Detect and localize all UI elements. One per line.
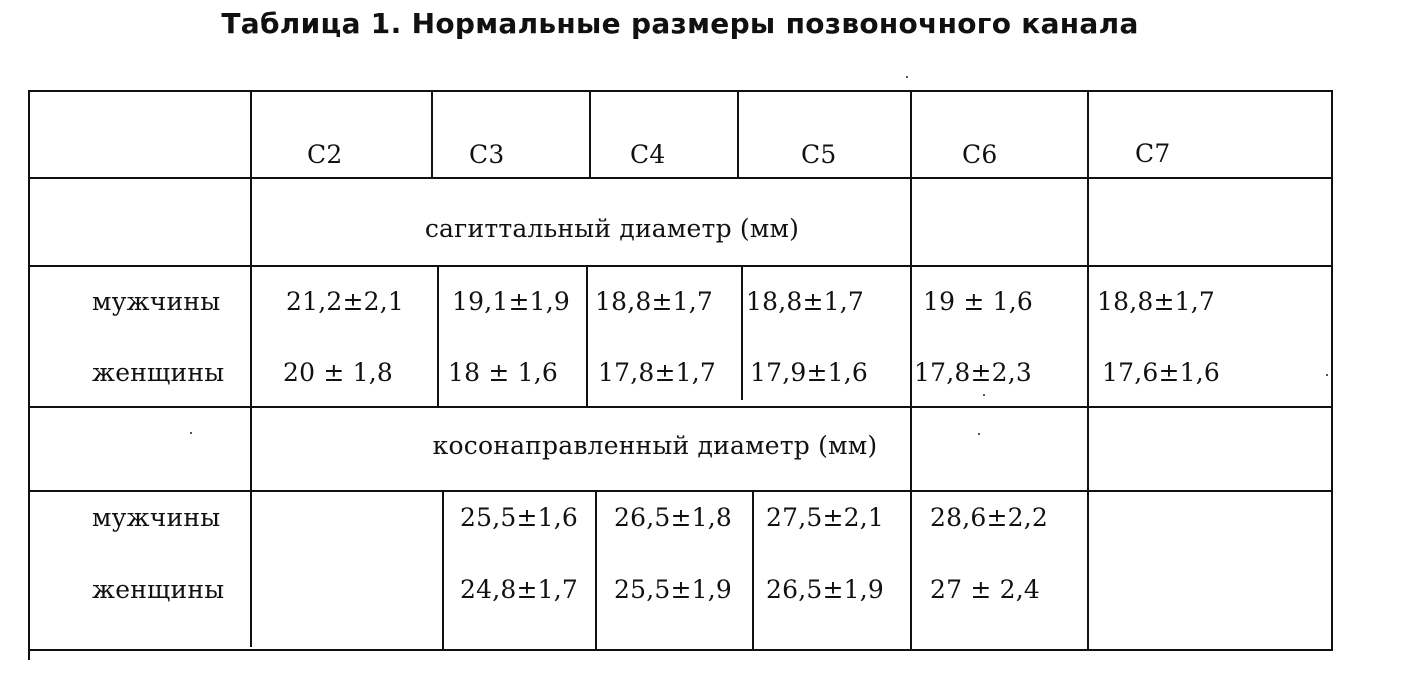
row-label-women: женщины [92, 358, 225, 387]
column-header-c3: C3 [469, 140, 505, 169]
cell-value: 26,5±1,8 [614, 503, 732, 532]
c7-column-divider [1087, 90, 1089, 649]
scan-speck [190, 432, 192, 434]
s1-c3-divider [437, 266, 439, 406]
row-label-women: женщины [92, 575, 225, 604]
table-bottom-border [28, 649, 1333, 651]
cell-value: 28,6±2,2 [930, 503, 1048, 532]
section-2-top-divider [28, 406, 1333, 408]
s2-c5-divider [752, 491, 754, 649]
cell-value: 18 ± 1,6 [448, 358, 559, 387]
table-left-border [28, 90, 30, 660]
cell-value: 27,5±2,1 [766, 503, 884, 532]
cell-value: 18,8±1,7 [746, 287, 864, 316]
section-1-heading-divider [28, 265, 1333, 267]
section-2-heading-divider [28, 490, 1333, 492]
cell-value: 18,8±1,7 [595, 287, 713, 316]
column-header-c6: C6 [962, 140, 998, 169]
column-header-c2: C2 [307, 140, 343, 169]
cell-value: 27 ± 2,4 [930, 575, 1041, 604]
table-title: Таблица 1. Нормальные размеры позвоночного канала [221, 7, 1139, 40]
cell-value: 17,9±1,6 [750, 358, 868, 387]
section-heading-oblique: косонаправленный диаметр (мм) [432, 431, 878, 460]
cell-value: 21,2±2,1 [286, 287, 404, 316]
cell-value: 18,8±1,7 [1097, 287, 1215, 316]
scan-speck [983, 394, 985, 396]
s2-c3-divider [442, 491, 444, 649]
cell-value: 25,5±1,9 [614, 575, 732, 604]
cell-value: 17,6±1,6 [1102, 358, 1220, 387]
label-column-divider [250, 90, 252, 647]
table-top-border [28, 90, 1333, 92]
c4-header-divider [589, 90, 591, 178]
column-header-c5: C5 [801, 140, 837, 169]
cell-value: 26,5±1,9 [766, 575, 884, 604]
row-label-men: мужчины [92, 287, 221, 316]
section-heading-sagittal: сагиттальный диаметр (мм) [424, 214, 800, 243]
table-right-border [1331, 90, 1333, 651]
cell-value: 25,5±1,6 [460, 503, 578, 532]
cell-value: 19,1±1,9 [452, 287, 570, 316]
cell-value: 24,8±1,7 [460, 575, 578, 604]
scan-speck [906, 76, 908, 78]
cell-value: 17,8±1,7 [598, 358, 716, 387]
scan-speck [978, 433, 980, 435]
c6-column-divider [910, 90, 912, 649]
s1-c4-divider [586, 266, 588, 406]
cell-value: 19 ± 1,6 [923, 287, 1034, 316]
c3-header-divider [431, 90, 433, 178]
header-divider [28, 177, 1333, 179]
scan-speck [1326, 374, 1328, 376]
column-header-c4: C4 [630, 140, 666, 169]
row-label-men: мужчины [92, 503, 221, 532]
cell-value: 20 ± 1,8 [283, 358, 394, 387]
s2-c4-divider [595, 491, 597, 649]
cell-value: 17,8±2,3 [914, 358, 1032, 387]
s1-c5-divider [741, 266, 743, 400]
column-header-c7: C7 [1135, 139, 1171, 168]
c5-header-divider [737, 90, 739, 178]
